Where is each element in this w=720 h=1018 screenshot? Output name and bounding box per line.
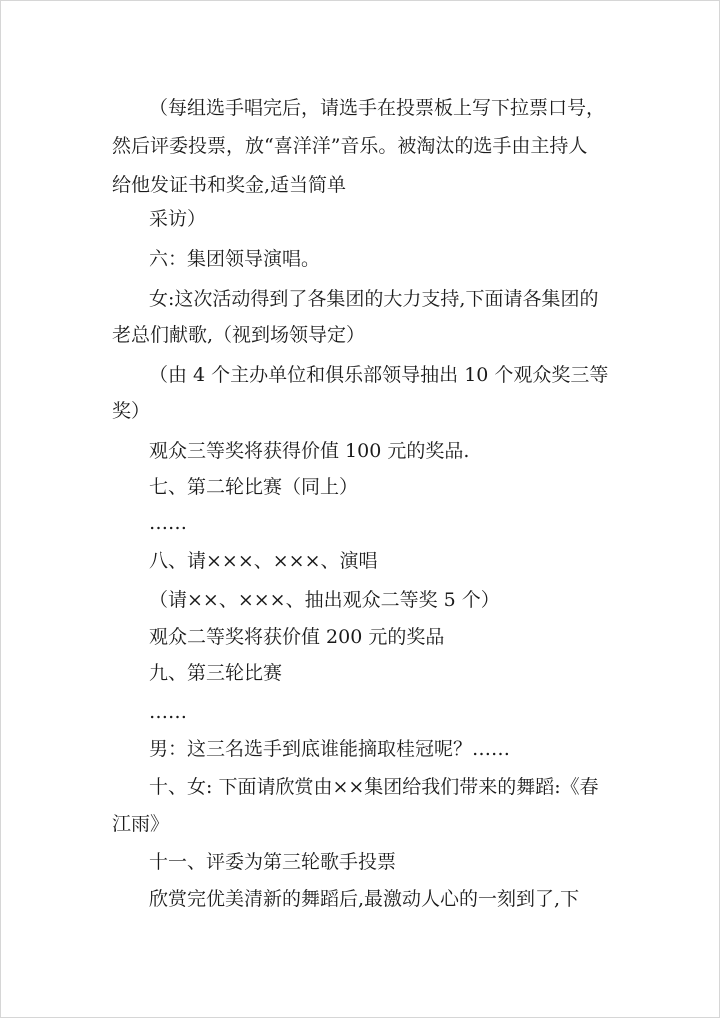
section-heading: 六：集团领导演唱。: [149, 248, 321, 270]
section-heading: 七、第二轮比赛（同上）: [149, 476, 359, 498]
text-line: 奖）: [112, 400, 151, 422]
text-line: 男：这三名选手到底谁能摘取桂冠呢？……: [149, 738, 511, 760]
text-line: 女:这次活动得到了各集团的大力支持,下面请各集团的: [149, 288, 599, 310]
text-line: （请××、×××、抽出观众二等奖 5 个）: [149, 589, 500, 611]
text-line: （每组选手唱完后，请选手在投票板上写下拉票口号，: [149, 97, 606, 119]
section-heading: 九、第三轮比赛: [149, 662, 283, 684]
text-line: 老总们献歌,（视到场领导定）: [112, 324, 366, 346]
section-heading: 十、女: 下面请欣赏由××集团给我们带来的舞蹈:《春: [149, 776, 599, 798]
ellipsis-line: ……: [149, 512, 187, 534]
text-line: 江雨》: [112, 813, 170, 835]
text-line: 然后评委投票，放“喜洋洋”音乐。被淘汰的选手由主持人: [112, 135, 588, 157]
ellipsis-line: ……: [149, 701, 187, 723]
text-line: 给他发证书和奖金,适当简单: [112, 174, 347, 196]
section-heading: 十一、评委为第三轮歌手投票: [149, 851, 397, 873]
text-line: 观众二等奖将获价值 200 元的奖品: [149, 626, 445, 648]
text-line: 欣赏完优美清新的舞蹈后,最激动人心的一刻到了,下: [149, 888, 580, 910]
section-heading: 八、请×××、×××、演唱: [149, 550, 378, 572]
text-line: 采访）: [149, 208, 207, 230]
text-line: 观众三等奖将获得价值 100 元的奖品.: [149, 440, 470, 462]
text-line: （由 4 个主办单位和俱乐部领导抽出 10 个观众奖三等: [149, 364, 609, 386]
